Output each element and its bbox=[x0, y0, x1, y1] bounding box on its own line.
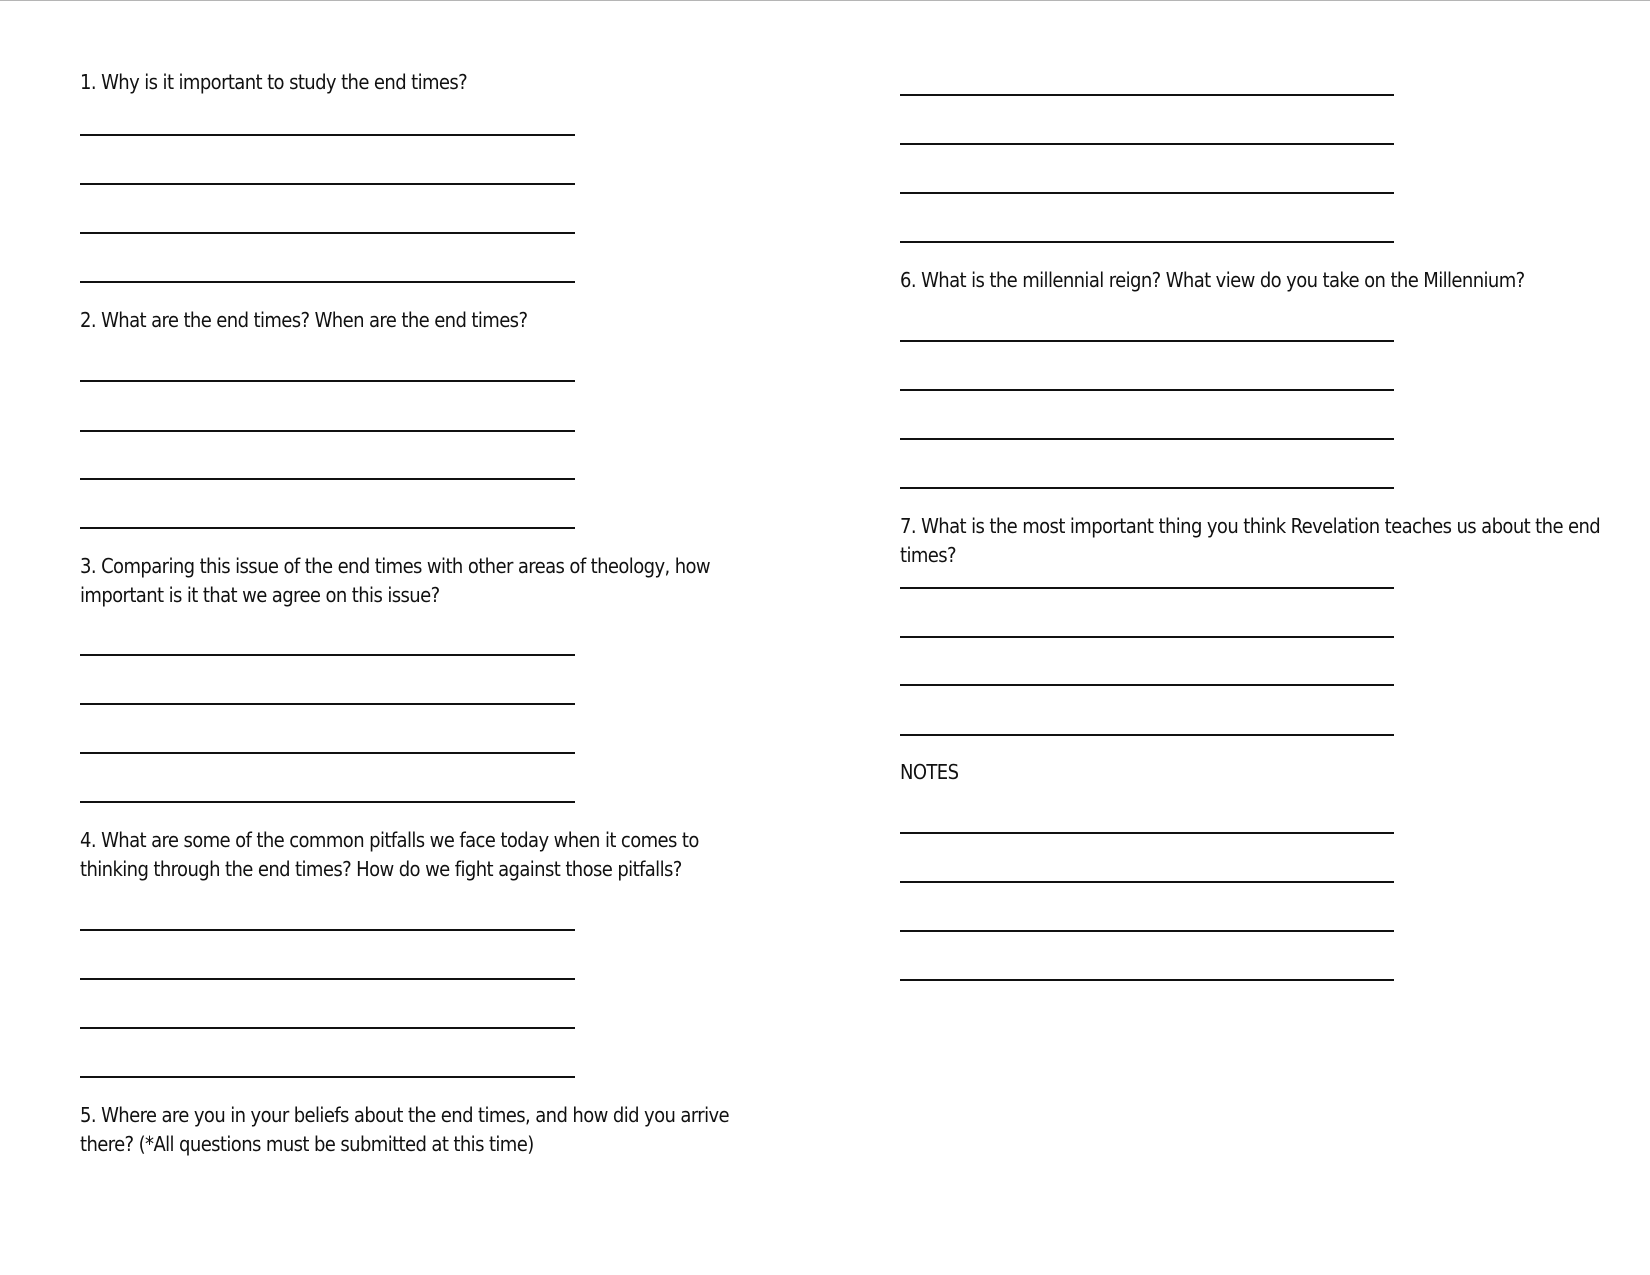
answer-line-2-3[interactable] bbox=[80, 478, 575, 480]
answer-line-4-1[interactable] bbox=[80, 929, 575, 931]
notes-line-4[interactable] bbox=[900, 979, 1394, 981]
question-6-text: What is the millennial reign? What view do you take on the Millennium? bbox=[921, 268, 1525, 292]
question-6 bbox=[900, 266, 1620, 295]
answer-line-1-4[interactable] bbox=[80, 281, 575, 283]
notes-line-3[interactable] bbox=[900, 930, 1394, 932]
answer-line-4-2[interactable] bbox=[80, 978, 575, 980]
answer-line-5-2[interactable] bbox=[900, 143, 1394, 145]
answer-line-4-3[interactable] bbox=[80, 1027, 575, 1029]
notes-line-1[interactable] bbox=[900, 832, 1394, 834]
answer-line-6-2[interactable] bbox=[900, 389, 1394, 391]
answer-line-5-4[interactable] bbox=[900, 241, 1394, 243]
answer-line-6-4[interactable] bbox=[900, 487, 1394, 489]
answer-line-1-2[interactable] bbox=[80, 183, 575, 185]
question-1-text: Why is it important to study the end times? bbox=[101, 70, 468, 94]
question-7-text: What is the most important thing you think Revelation teaches us about the end times? bbox=[900, 514, 1601, 567]
answer-line-7-3[interactable] bbox=[900, 684, 1394, 686]
answer-line-7-1[interactable] bbox=[900, 587, 1394, 589]
question-4 bbox=[80, 826, 770, 884]
question-6-number: 6. bbox=[900, 268, 916, 292]
question-2-text: What are the end times? When are the end times? bbox=[101, 308, 528, 332]
question-5-text: Where are you in your beliefs about the end times, and how did you arrive there? (*All questions must be submitted at this time) bbox=[80, 1103, 729, 1156]
answer-line-6-1[interactable] bbox=[900, 340, 1394, 342]
question-4-number: 4. bbox=[80, 828, 96, 852]
answer-line-5-1[interactable] bbox=[900, 94, 1394, 96]
question-5-number: 5. bbox=[80, 1103, 96, 1127]
notes-line-2[interactable] bbox=[900, 881, 1394, 883]
question-3 bbox=[80, 552, 770, 610]
answer-line-4-4[interactable] bbox=[80, 1076, 575, 1078]
answer-line-3-4[interactable] bbox=[80, 801, 575, 803]
question-3-number: 3. bbox=[80, 554, 96, 578]
answer-line-1-3[interactable] bbox=[80, 232, 575, 234]
answer-line-2-2[interactable] bbox=[80, 430, 575, 432]
question-1-number: 1. bbox=[80, 70, 96, 94]
question-2-number: 2. bbox=[80, 308, 96, 332]
answer-line-2-4[interactable] bbox=[80, 527, 575, 529]
answer-line-3-1[interactable] bbox=[80, 654, 575, 656]
answer-line-2-1[interactable] bbox=[80, 380, 575, 382]
question-5 bbox=[80, 1101, 770, 1159]
answer-line-7-4[interactable] bbox=[900, 734, 1394, 736]
answer-line-5-3[interactable] bbox=[900, 192, 1394, 194]
question-3-text: Comparing this issue of the end times with other areas of theology, how important is it that we agree on this issue? bbox=[80, 554, 711, 607]
answer-line-3-2[interactable] bbox=[80, 703, 575, 705]
question-7-number: 7. bbox=[900, 514, 916, 538]
question-4-text: What are some of the common pitfalls we face today when it comes to thinking through the end times? How do we fight against those pitfalls? bbox=[80, 828, 699, 881]
question-2 bbox=[80, 306, 760, 335]
answer-line-1-1[interactable] bbox=[80, 134, 575, 136]
answer-line-6-3[interactable] bbox=[900, 438, 1394, 440]
question-1 bbox=[80, 68, 760, 97]
answer-line-3-3[interactable] bbox=[80, 752, 575, 754]
page-top-border bbox=[0, 0, 1650, 1]
question-7 bbox=[900, 512, 1630, 570]
notes-heading: NOTES bbox=[900, 760, 959, 784]
answer-line-7-2[interactable] bbox=[900, 636, 1394, 638]
